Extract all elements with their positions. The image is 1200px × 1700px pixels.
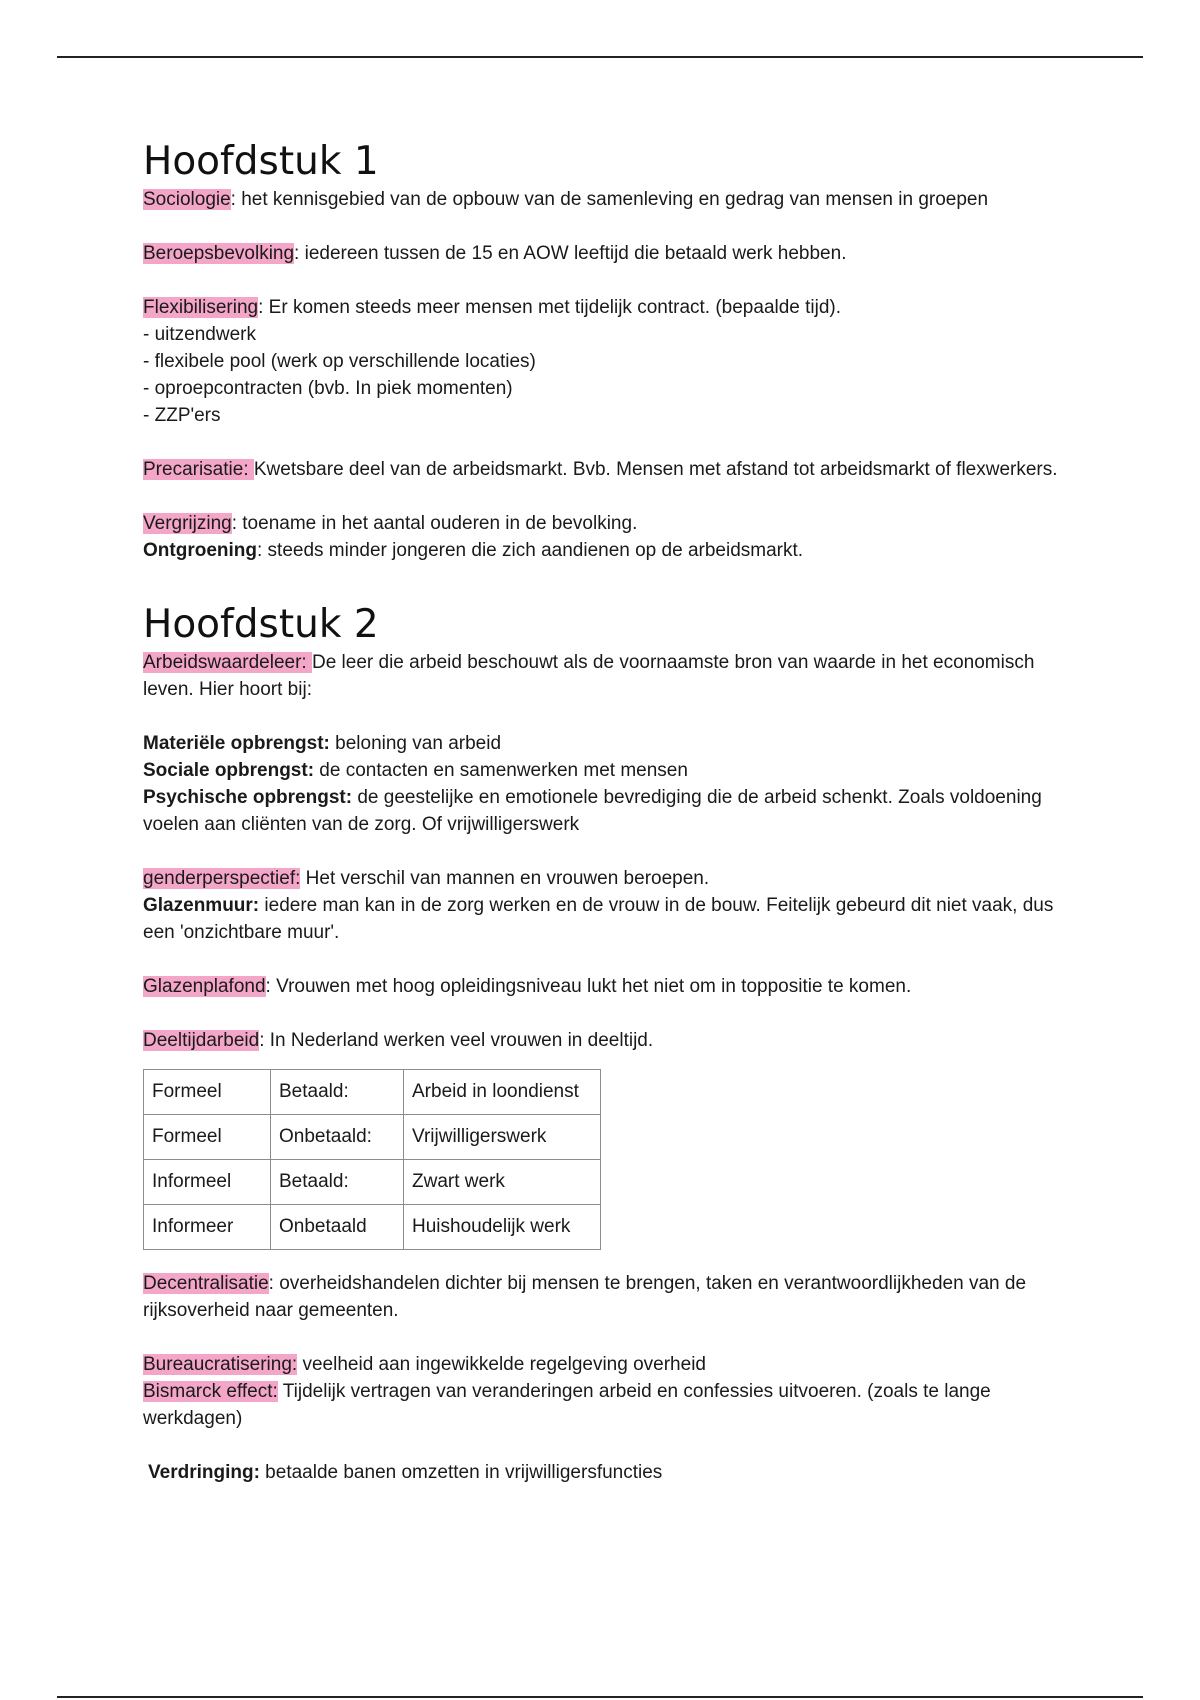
entry-verdringing	[143, 1459, 1063, 1486]
definition: iedere man kan in de zorg werken en de vrouw in de bouw. Feitelijk gebeurd dit niet vaak, dus een 'onzichtbare muur'.	[143, 895, 1054, 943]
term-bold: Psychische opbrengst:	[143, 787, 353, 808]
definition: Het verschil van mannen en vrouwen beroepen.	[300, 868, 710, 889]
entry-sociologie	[143, 186, 1063, 213]
term-highlight: Flexibilisering	[143, 297, 259, 318]
entry-genderperspectief	[143, 865, 1063, 892]
table-cell: Huishoudelijk werk	[404, 1205, 601, 1250]
definition: veelheid aan ingewikkelde regelgeving overheid	[297, 1354, 706, 1375]
table-row	[144, 1070, 601, 1115]
term-highlight: Precarisatie:	[143, 459, 254, 480]
table-cell: Informeer	[144, 1205, 271, 1250]
table-cell: Onbetaald:	[271, 1115, 404, 1160]
term-highlight: Decentralisatie	[143, 1273, 269, 1294]
definition: : Er komen steeds meer mensen met tijdelijk contract. (bepaalde tijd).	[258, 297, 842, 318]
table-cell: Informeel	[144, 1160, 271, 1205]
term-highlight: Vergrijzing	[143, 513, 232, 534]
entry-glazenmuur	[143, 892, 1063, 946]
work-types-table	[143, 1069, 601, 1250]
entry-glazenplafond	[143, 973, 1063, 1000]
definition: : Vrouwen met hoog opleidingsniveau lukt het niet om in toppositie te komen.	[265, 976, 912, 997]
table-cell: Betaald:	[271, 1070, 404, 1115]
entry-ontgroening	[143, 537, 1063, 564]
entry-vergrijzing	[143, 510, 1063, 537]
term-bold: Ontgroening	[143, 540, 257, 561]
top-rule	[57, 56, 1143, 58]
definition: : In Nederland werken veel vrouwen in deeltijd.	[259, 1030, 654, 1051]
document-body	[143, 138, 1063, 1486]
table-cell: Onbetaald	[271, 1205, 404, 1250]
definition: de geestelijke en emotionele bevrediging die de arbeid schenkt. Zoals voldoening voelen aan cliënten van de zorg. Of vrijwilligerswerk	[143, 787, 1042, 835]
table-cell: Arbeid in loondienst	[404, 1070, 601, 1115]
term-highlight: Glazenplafond	[143, 976, 266, 997]
entry-deeltijdarbeid	[143, 1027, 1063, 1054]
entry-beroepsbevolking	[143, 240, 1063, 267]
list-item: - oproepcontracten (bvb. In piek momenten)	[143, 378, 513, 399]
definition: : toename in het aantal ouderen in de bevolking.	[231, 513, 638, 534]
table-cell: Betaald:	[271, 1160, 404, 1205]
term-highlight: Sociologie	[143, 189, 231, 210]
entry-decentralisatie	[143, 1270, 1063, 1324]
table-cell: Formeel	[144, 1115, 271, 1160]
entry-flexibilisering	[143, 294, 1063, 321]
term-highlight: Bureaucratisering:	[143, 1354, 298, 1375]
definition: de contacten en samenwerken met mensen	[314, 760, 688, 781]
list-item: - flexibele pool (werk op verschillende locaties)	[143, 351, 536, 372]
definition: : iedereen tussen de 15 en AOW leeftijd die betaald werk hebben.	[294, 243, 847, 264]
term-highlight: Deeltijdarbeid	[143, 1030, 260, 1051]
table-row	[144, 1160, 601, 1205]
term-highlight: genderperspectief:	[143, 868, 301, 889]
entry-psychische-opbrengst	[143, 784, 1063, 838]
term-bold: Materiële opbrengst:	[143, 733, 330, 754]
definition: Kwetsbare deel van de arbeidsmarkt. Bvb. Mensen met afstand tot arbeidsmarkt of flexwerkers.	[253, 459, 1058, 480]
term-highlight: Beroepsbevolking	[143, 243, 295, 264]
term-bold: Sociale opbrengst:	[143, 760, 315, 781]
table-row	[144, 1115, 601, 1160]
definition: Tijdelijk vertragen van veranderingen arbeid en confessies uitvoeren. (zoals te lange werkdagen)	[143, 1381, 991, 1429]
definition: beloning van arbeid	[329, 733, 502, 754]
table-cell: Zwart werk	[404, 1160, 601, 1205]
term-highlight: Bismarck effect:	[143, 1381, 278, 1402]
entry-bismarck-effect	[143, 1378, 1063, 1432]
table-cell: Vrijwilligerswerk	[404, 1115, 601, 1160]
entry-sociale-opbrengst	[143, 757, 1063, 784]
term-bold: Verdringing:	[148, 1462, 260, 1483]
entry-bureaucratisering	[143, 1351, 1063, 1378]
bottom-rule	[57, 1696, 1143, 1698]
entry-arbeidswaardeleer	[143, 649, 1063, 703]
definition: De leer die arbeid beschouwt als de voornaamste bron van waarde in het economisch leven. Hier hoort bij:	[143, 652, 1035, 700]
table-row	[144, 1205, 601, 1250]
list-item: - uitzendwerk	[143, 324, 256, 345]
definition: betaalde banen omzetten in vrijwilligersfuncties	[259, 1462, 663, 1483]
term-highlight: Arbeidswaardeleer:	[143, 652, 312, 673]
term-bold: Glazenmuur:	[143, 895, 260, 916]
entry-materiele-opbrengst	[143, 730, 1063, 757]
heading-hoofdstuk-2: Hoofdstuk 2	[143, 602, 379, 647]
definition: : het kennisgebied van de opbouw van de samenleving en gedrag van mensen in groepen	[230, 189, 989, 210]
entry-precarisatie	[143, 456, 1063, 483]
list-item: - ZZP'ers	[143, 405, 221, 426]
definition: : overheidshandelen dichter bij mensen te brengen, taken en verantwoordlijkheden van de rijksoverheid naar gemeenten.	[143, 1273, 1027, 1321]
table-cell: Formeel	[144, 1070, 271, 1115]
definition: : steeds minder jongeren die zich aandienen op de arbeidsmarkt.	[256, 540, 804, 561]
heading-hoofdstuk-1: Hoofdstuk 1	[143, 139, 379, 184]
